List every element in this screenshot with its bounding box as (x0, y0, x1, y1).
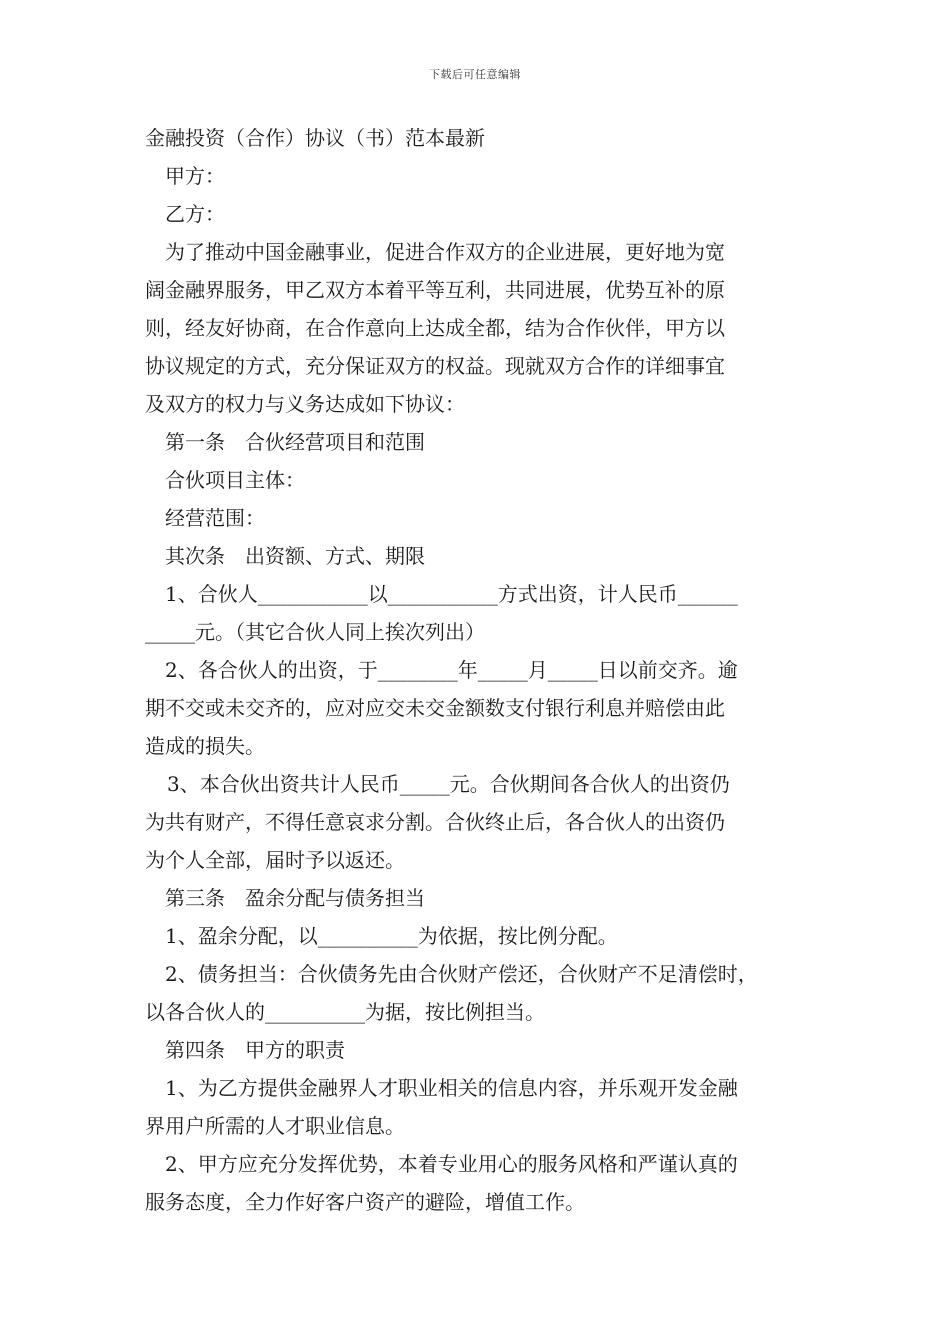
text-line: 服务态度，全力作好客户资产的避险，增值工作。 (145, 1190, 585, 1214)
text-line: 以各合伙人的__________为据，按比例担当。 (145, 1000, 545, 1024)
text-line: 甲方： (165, 164, 225, 188)
header-note: 下载后可任意编辑 (429, 68, 521, 81)
text-line: 造成的损失。 (145, 734, 265, 758)
text-line: 1、盈余分配，以__________为依据，按比例分配。 (165, 924, 618, 948)
text-line: 第一条 合伙经营项目和范围 (165, 430, 425, 454)
text-line: 第三条 盈余分配与债务担当 (165, 886, 425, 910)
text-line: 2、各合伙人的出资，于________年_____月_____日以前交齐。逾 (165, 658, 738, 682)
text-line: 界用户所需的人才职业信息。 (145, 1114, 405, 1138)
text-line: 3、本合伙出资共计人民币_____元。合伙期间各合伙人的出资仍 (167, 772, 730, 796)
text-line: 为了推动中国金融事业，促进合作双方的企业进展，更好地为宽 (165, 240, 725, 264)
text-line: 协议规定的方式，充分保证双方的权益。现就双方合作的详细事宜 (145, 354, 725, 378)
text-line: 经营范围： (165, 506, 265, 530)
text-line: 为个人全部，届时予以返还。 (145, 848, 405, 872)
text-line: 1、为乙方提供金融界人才职业相关的信息内容，并乐观开发金融 (165, 1076, 738, 1100)
text-line: 第四条 甲方的职责 (165, 1038, 345, 1062)
text-line: 乙方： (165, 202, 225, 226)
text-line: 为共有财产，不得任意哀求分割。合伙终止后，各合伙人的出资仍 (145, 810, 725, 834)
text-line: 则，经友好协商，在合作意向上达成全都，结为合作伙伴，甲方以 (145, 316, 725, 340)
paragraph-lines (145, 157, 825, 1221)
text-line: 及双方的权力与义务达成如下协议： (145, 392, 465, 416)
document-title: 金融投资（合作）协议（书）范本最新 (145, 126, 485, 150)
text-line: 合伙项目主体： (165, 468, 305, 492)
text-line: 其次条 出资额、方式、期限 (165, 544, 425, 568)
text-line: 阔金融界服务，甲乙双方本着平等互利，共同进展，优势互补的原 (145, 278, 725, 302)
text-line: 2、债务担当：合伙债务先由合伙财产偿还，合伙财产不足清偿时， (165, 962, 758, 986)
text-line: 2、甲方应充分发挥优势，本着专业用心的服务风格和严谨认真的 (165, 1152, 738, 1176)
document-body (145, 119, 825, 1221)
text-line: _____元。（其它合伙人同上挨次列出） (145, 620, 485, 644)
text-line: 期不交或未交齐的，应对应交未交金额数支付银行利息并赔偿由此 (145, 696, 725, 720)
text-line: 1、合伙人___________以___________方式出资，计人民币______ (165, 582, 738, 606)
